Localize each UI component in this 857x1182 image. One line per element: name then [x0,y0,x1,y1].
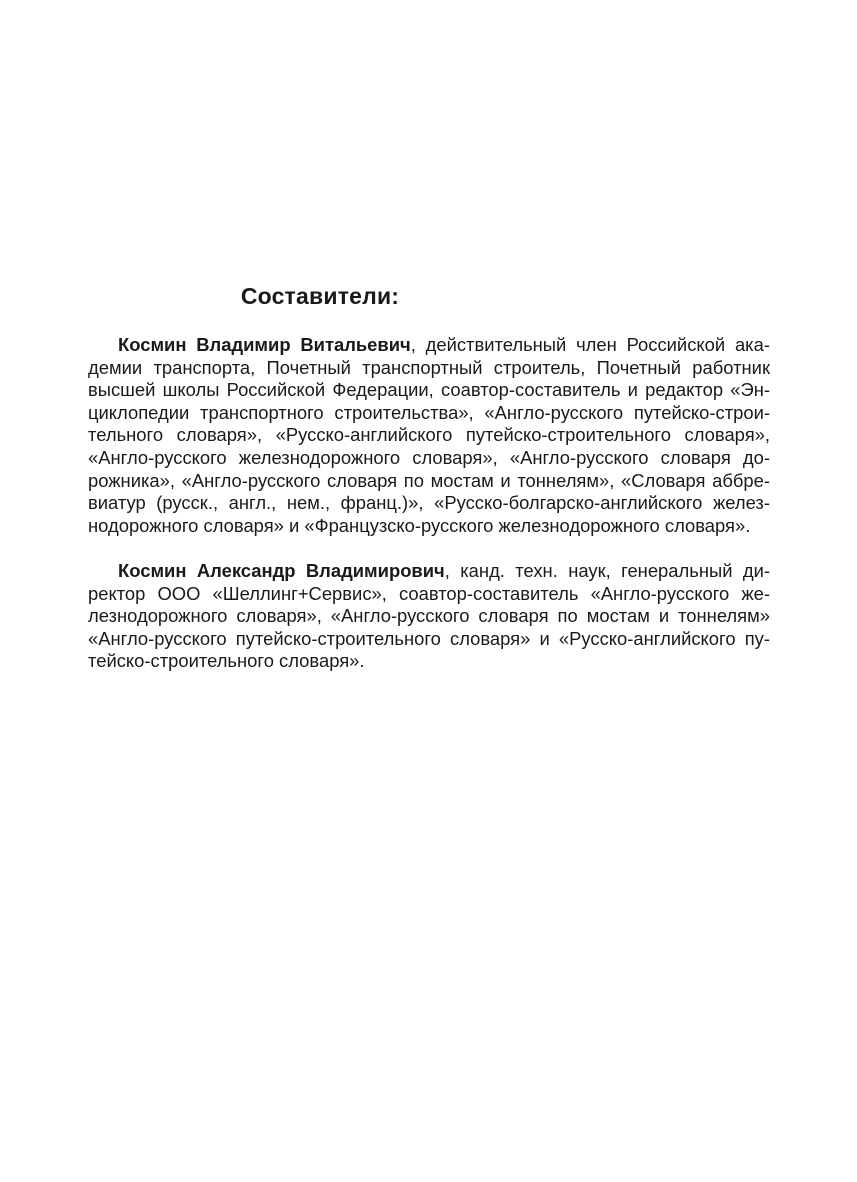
entry-line: нодорожного словаря» и «Французско-русского железнодорожного словаря». [88,514,751,536]
entry-line: «Англо-русского железнодорожного словаря», «Англо-русского словаря до- [88,446,770,468]
entry-line: тейско-строительного словаря». [88,650,365,672]
entry-line: демии транспорта, Почетный транспортный строитель, Почетный работник [88,356,770,378]
entry-line: тельного словаря», «Русско-английского путейско-строительного словаря», [88,424,770,446]
compiler-entry [88,334,770,537]
entry-line: циклопедии транспортного строительства», «Англо-русского путейско-строи- [88,401,770,423]
entry-text: , канд. техн. наук, генеральный ди- [444,560,771,581]
entry-line: ректор ООО «Шеллинг+Сервис», соавтор-составитель «Англо-русского же- [88,582,770,604]
entry-line: «Англо-русского путейско-строительного словаря» и «Русско-английского пу- [88,627,770,649]
compiler-name: Космин Александр Владимирович [118,560,445,581]
compiler-name: Космин Владимир Витальевич [118,334,411,355]
compiler-entry [88,560,770,673]
entry-line: виатур (русск., англ., нем., франц.)», «Русско-болгарско-английского желез- [88,492,770,514]
entry-line [88,560,770,583]
entry-line: лезнодорожного словаря», «Англо-русского словаря по мостам и тоннелям» [88,605,770,627]
entry-line [88,334,770,357]
section-heading: Составители: [240,283,400,309]
entry-line: рожника», «Англо-русского словаря по мостам и тоннелям», «Словаря аббре- [88,469,770,491]
entry-text: , действительный член Российской ака- [410,334,770,355]
entry-line: высшей школы Российской Федерации, соавтор-составитель и редактор «Эн- [88,379,770,401]
